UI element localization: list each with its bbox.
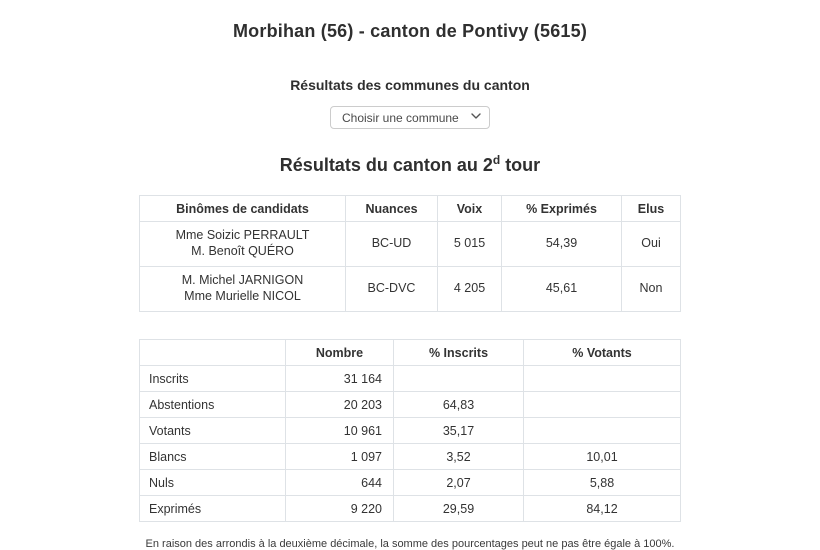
participation-label-cell: Abstentions <box>140 392 286 418</box>
candidates-header-row <box>140 196 681 222</box>
candidates-col-header: Nuances <box>346 196 438 222</box>
participation-pct-votants-cell <box>524 418 681 444</box>
candidate-elu-cell: Non <box>622 267 681 312</box>
participation-pct-votants-cell <box>524 366 681 392</box>
participation-pct-inscrits-cell <box>394 366 524 392</box>
participation-pct-inscrits-cell: 29,59 <box>394 496 524 522</box>
candidates-col-header: % Exprimés <box>502 196 622 222</box>
candidates-col-header: Binômes de candidats <box>140 196 346 222</box>
participation-row <box>140 496 681 522</box>
participation-pct-inscrits-cell: 3,52 <box>394 444 524 470</box>
candidate-pct-exprimes-cell: 45,61 <box>502 267 622 312</box>
candidates-table <box>139 195 681 312</box>
candidate-row <box>140 267 681 312</box>
candidates-col-header: Elus <box>622 196 681 222</box>
participation-row <box>140 444 681 470</box>
participation-nombre-cell: 9 220 <box>286 496 394 522</box>
participation-pct-inscrits-cell: 64,83 <box>394 392 524 418</box>
candidate-voix-cell: 4 205 <box>438 267 502 312</box>
candidate-names-cell <box>140 222 346 267</box>
participation-nombre-cell: 10 961 <box>286 418 394 444</box>
participation-col-header <box>140 340 286 366</box>
participation-pct-inscrits-cell: 35,17 <box>394 418 524 444</box>
participation-nombre-cell: 644 <box>286 470 394 496</box>
round-heading <box>0 155 820 176</box>
candidate-names-cell <box>140 267 346 312</box>
participation-pct-votants-cell: 84,12 <box>524 496 681 522</box>
participation-table <box>139 339 681 522</box>
candidate-name: Mme Soizic PERRAULT <box>175 228 310 243</box>
candidate-name: M. Michel JARNIGON <box>181 273 304 288</box>
candidate-pct-exprimes-cell: 54,39 <box>502 222 622 267</box>
candidate-row <box>140 222 681 267</box>
communes-heading: Résultats des communes du canton <box>290 77 530 93</box>
participation-nombre-cell: 1 097 <box>286 444 394 470</box>
candidate-name: Mme Murielle NICOL <box>184 289 301 303</box>
participation-col-header: Nombre <box>286 340 394 366</box>
candidate-elu-cell: Oui <box>622 222 681 267</box>
commune-select-wrap <box>330 106 490 129</box>
round-heading-suffix: tour <box>500 155 541 175</box>
commune-select[interactable] <box>330 106 490 129</box>
rounding-footnote: En raison des arrondis à la deuxième décimale, la somme des pourcentages peut ne pas être égale à 100%. <box>145 538 675 550</box>
participation-pct-inscrits-cell: 2,07 <box>394 470 524 496</box>
participation-nombre-cell: 20 203 <box>286 392 394 418</box>
participation-row <box>140 392 681 418</box>
candidate-voix-cell: 5 015 <box>438 222 502 267</box>
participation-col-header: % Inscrits <box>394 340 524 366</box>
participation-row <box>140 470 681 496</box>
participation-col-header: % Votants <box>524 340 681 366</box>
participation-header-row <box>140 340 681 366</box>
participation-pct-votants-cell <box>524 392 681 418</box>
participation-label-cell: Votants <box>140 418 286 444</box>
participation-label-cell: Blancs <box>140 444 286 470</box>
participation-row <box>140 366 681 392</box>
candidates-col-header: Voix <box>438 196 502 222</box>
participation-pct-votants-cell: 5,88 <box>524 470 681 496</box>
participation-label-cell: Nuls <box>140 470 286 496</box>
candidate-nuance-cell: BC-UD <box>346 222 438 267</box>
round-heading-sup: d <box>492 153 501 167</box>
participation-label-cell: Inscrits <box>140 366 286 392</box>
candidate-name: M. Benoît QUÉRO <box>191 244 294 258</box>
candidate-nuance-cell: BC-DVC <box>346 267 438 312</box>
participation-nombre-cell: 31 164 <box>286 366 394 392</box>
participation-label-cell: Exprimés <box>140 496 286 522</box>
page-title: Morbihan (56) - canton de Pontivy (5615) <box>232 21 588 41</box>
participation-pct-votants-cell: 10,01 <box>524 444 681 470</box>
round-heading-prefix: Résultats du canton au 2 <box>279 155 493 175</box>
participation-row <box>140 418 681 444</box>
